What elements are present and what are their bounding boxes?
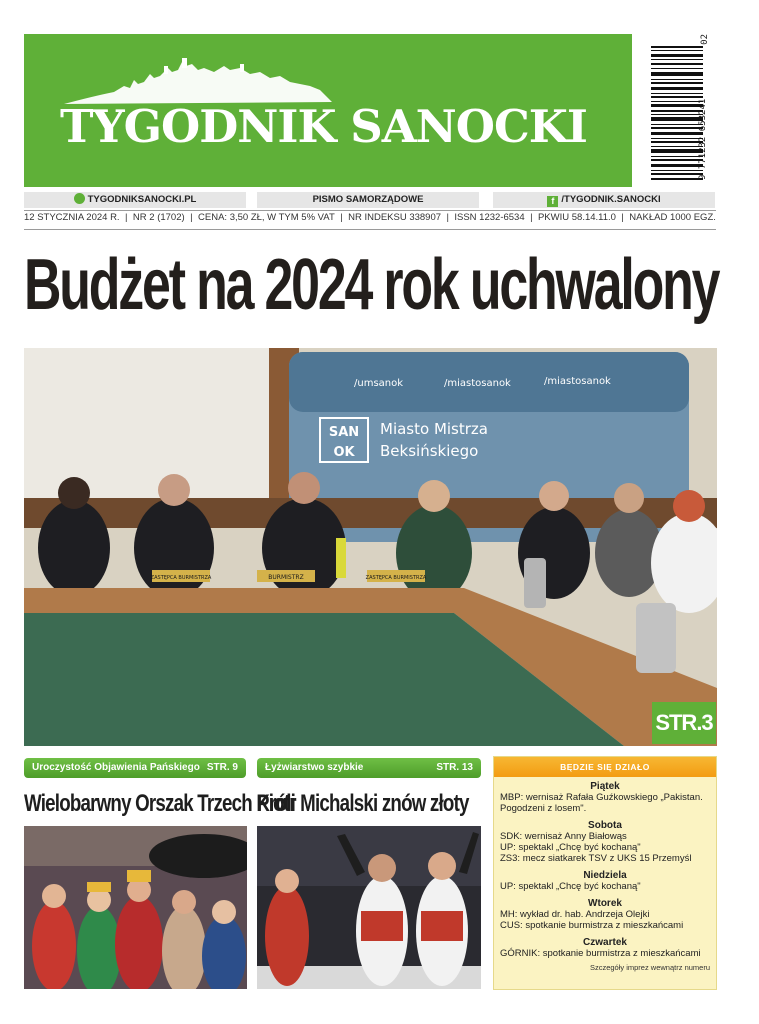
separator: |	[446, 212, 449, 223]
separator: |	[530, 212, 533, 223]
story-1-title[interactable]: Wielobarwny Orszak Trzech Króli	[24, 790, 296, 817]
publication-type-strip	[257, 192, 479, 208]
main-story-page-ref[interactable]: STR.3	[652, 702, 716, 744]
main-photo[interactable]	[24, 348, 717, 746]
story-2-section-bar[interactable]	[257, 758, 481, 778]
website-link[interactable]: TYGODNIKSANOCKI.PL	[87, 194, 197, 205]
barcode-issue-code: 02	[700, 34, 710, 45]
event-item: UP: spektakl „Chcę być kochaną"	[500, 881, 641, 892]
castle-skyline-illustration	[64, 56, 334, 106]
event-item: GÓRNIK: spotkanie burmistrza z mieszkańcami	[500, 948, 701, 959]
story-2-section: Łyżwiarstwo szybkie	[265, 762, 364, 773]
story-1-section-bar[interactable]	[24, 758, 246, 778]
event-item: SDK: wernisaż Anny Białowąs	[500, 831, 627, 842]
events-day: Piątek	[590, 781, 620, 792]
banner-logo-bottom: OK	[333, 445, 355, 460]
banner-social-2: /miastosanok	[444, 378, 511, 389]
events-day: Czwartek	[583, 937, 627, 948]
events-day: Sobota	[588, 820, 622, 831]
events-day: Wtorek	[588, 898, 622, 909]
index-number: NR INDEKSU 338907	[348, 212, 442, 223]
banner-text-line-1: Miasto Mistrza	[380, 420, 488, 438]
story-1-page-ref: STR. 9	[206, 762, 238, 773]
masthead	[24, 34, 632, 187]
events-header: BĘDZIE SIĘ DZIAŁO	[494, 757, 716, 777]
nameplate-left: ZASTĘPCA BURMISTRZA	[150, 575, 212, 581]
story-2-photo[interactable]	[257, 826, 481, 989]
publication-type: PISMO SAMORZĄDOWE	[312, 194, 424, 205]
council-session-photo	[24, 348, 717, 746]
nameplate-right: ZASTĘPCA BURMISTRZA	[365, 575, 427, 581]
divider	[24, 229, 716, 230]
pkwiu: PKWIU 58.14.11.0	[537, 212, 616, 223]
separator: |	[340, 212, 343, 223]
story-2-title[interactable]: Piotr Michalski znów złoty	[257, 790, 469, 817]
separator: |	[125, 212, 128, 223]
events-box	[493, 756, 717, 990]
issn: ISSN 1232-6534	[454, 212, 525, 223]
banner-social-1: /umsanok	[354, 378, 404, 389]
divider	[24, 210, 716, 211]
events-day: Niedziela	[583, 870, 627, 881]
globe-icon	[74, 193, 85, 204]
event-item: CUS: spotkanie burmistrza z mieszkańcami	[500, 920, 684, 931]
banner-social-3: /miastosanok	[544, 376, 611, 387]
facebook-link[interactable]: /TYGODNIK.SANOCKI	[561, 194, 661, 205]
facebook-strip[interactable]	[493, 192, 715, 208]
facebook-icon: f	[547, 196, 558, 207]
speed-skaters-photo	[257, 826, 481, 989]
separator: |	[621, 212, 624, 223]
epiphany-procession-photo	[24, 826, 247, 989]
event-item: MH: wykład dr. hab. Andrzeja Olejki	[500, 909, 650, 920]
event-item: UP: spektakl „Chcę być kochaną"	[500, 842, 641, 853]
story-2-page-ref: STR. 13	[436, 762, 473, 773]
story-1-photo[interactable]	[24, 826, 247, 989]
circulation: NAKŁAD 1000 EGZ.	[629, 212, 716, 223]
issue-date: 12 STYCZNIA 2024 R.	[24, 212, 120, 223]
event-item: MBP: wernisaż Rafała Guźkowskiego „Pakistan. Pogodzeni z losem".	[500, 792, 703, 814]
publication-info	[24, 212, 716, 228]
events-footer: Szczegóły imprez wewnątrz numeru	[589, 963, 710, 972]
price: CENA: 3,50 ZŁ, W TYM 5% VAT	[198, 212, 335, 223]
masthead-title: TYGODNIK SANOCKI	[60, 100, 587, 153]
banner-text-line-2: Beksińskiego	[380, 442, 479, 460]
story-1-section: Uroczystość Objawienia Pańskiego	[32, 762, 200, 773]
website-strip[interactable]	[24, 192, 246, 208]
barcode-number: 9 771232 653241	[698, 98, 708, 180]
issue-number: NR 2 (1702)	[132, 212, 185, 223]
event-item: ZS3: mecz siatkarek TSV z UKS 15 Przemyśl	[500, 853, 692, 864]
banner-logo-top: SAN	[328, 425, 360, 440]
nameplate-center: BURMISTRZ	[268, 574, 304, 581]
separator: |	[190, 212, 193, 223]
main-headline[interactable]: Budżet na 2024 rok uchwalony	[24, 245, 719, 325]
